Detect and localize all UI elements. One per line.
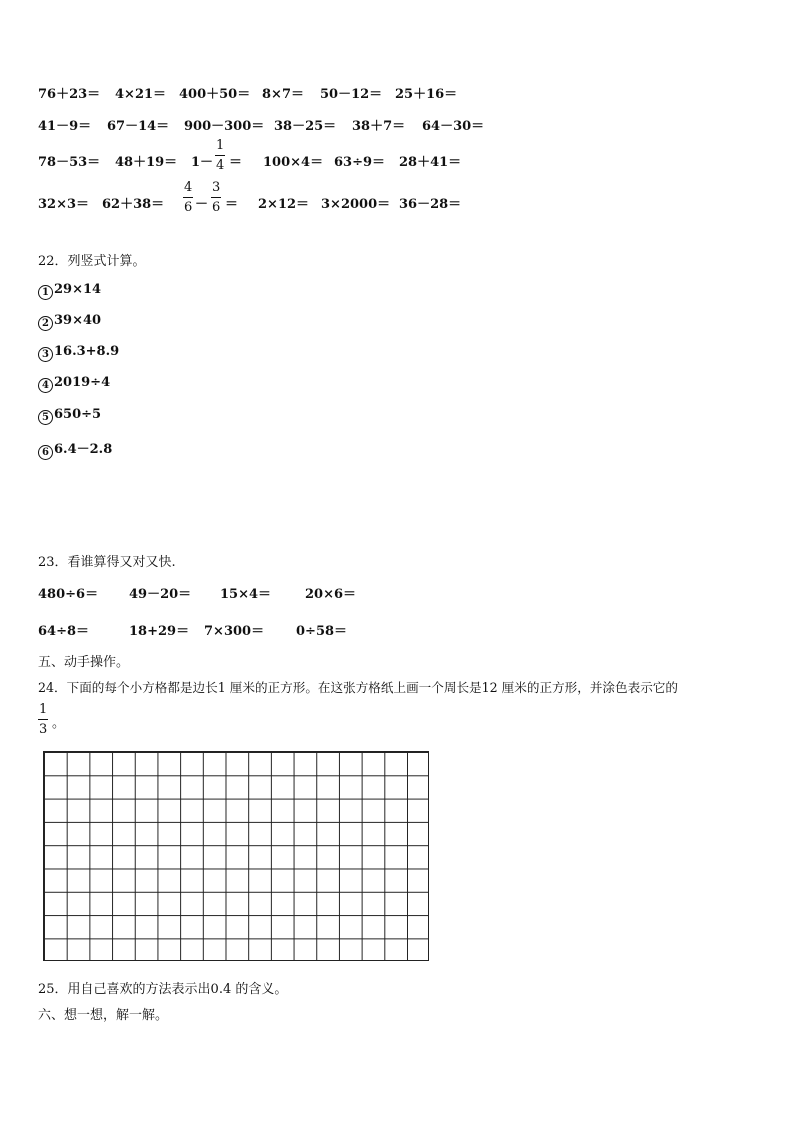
- calc-item: 48＋19＝: [115, 155, 178, 170]
- fraction-numerator: 4: [183, 181, 193, 198]
- fraction-denominator: 6: [212, 200, 221, 215]
- calc-item: 36－28＝: [399, 197, 462, 212]
- circled-number: 2: [38, 316, 53, 331]
- section-5-heading: 五、动手操作。: [38, 655, 130, 670]
- q22-expr: 29×14: [54, 282, 102, 297]
- q25-text: 25．用自己喜欢的方法表示出0.4 的含义。: [38, 982, 288, 997]
- calc-item: 32×3＝: [38, 197, 90, 212]
- calc-item: 67－14＝: [107, 119, 170, 134]
- q22-item-5: [38, 407, 101, 425]
- calc-item: 480÷6＝: [38, 587, 99, 602]
- calc-item: 76＋23＝: [38, 87, 101, 102]
- fraction: [211, 181, 221, 214]
- calc-item: 400＋50＝: [179, 87, 251, 102]
- calc-item: 38＋7＝: [352, 119, 406, 134]
- calc-item: 78－53＝: [38, 155, 101, 170]
- square-grid-paper[interactable]: [43, 751, 429, 961]
- calc-item: 62＋38＝: [102, 197, 165, 212]
- calc-item: 64÷8＝: [38, 624, 90, 639]
- calc-item: 8×7＝: [262, 87, 304, 102]
- fraction: [215, 139, 225, 172]
- q22-expr: 16.3+8.9: [54, 344, 120, 359]
- calc-item: 0÷58＝: [296, 624, 348, 639]
- calc-item: 2×12＝: [258, 197, 310, 212]
- calc-item: 38－25＝: [274, 119, 337, 134]
- circled-number: 4: [38, 378, 53, 393]
- circled-number: 3: [38, 347, 53, 362]
- circled-number: 1: [38, 285, 53, 300]
- q22-item-2: [38, 313, 101, 331]
- circled-number: 5: [38, 410, 53, 425]
- q22-item-3: [38, 344, 119, 362]
- calc-item: 25＋16＝: [395, 87, 458, 102]
- calc-item: 28＋41＝: [399, 155, 462, 170]
- q22-item-1: [38, 282, 101, 300]
- calc-operator: －: [195, 197, 209, 212]
- calc-item: 64－30＝: [422, 119, 485, 134]
- q24-text: 24．下面的每个小方格都是边长1 厘米的正方形。在这张方格纸上画一个周长是12 厘米的正方形，并涂色表示它的: [38, 680, 678, 695]
- fraction-numerator: 1: [215, 139, 225, 156]
- q22-item-6: [38, 438, 112, 460]
- fraction: [183, 181, 193, 214]
- calc-item: 18+29＝: [129, 624, 190, 639]
- calc-item: 4×21＝: [115, 87, 167, 102]
- fraction-numerator: 1: [38, 703, 48, 720]
- fraction-denominator: 4: [216, 158, 225, 173]
- calc-item: 20×6＝: [305, 587, 357, 602]
- calc-item: 41－9＝: [38, 119, 92, 134]
- calc-item: 50－12＝: [320, 87, 383, 102]
- q22-title: 22．列竖式计算。: [38, 254, 146, 269]
- q22-expr: 650÷5: [54, 407, 102, 422]
- calc-item: 3×2000＝: [321, 197, 391, 212]
- calc-item: 63÷9＝: [334, 155, 386, 170]
- q22-expr: 2019÷4: [54, 375, 111, 390]
- fraction-denominator: 3: [39, 722, 48, 737]
- calc-equals: ＝: [229, 155, 243, 170]
- q22-expr: 39×40: [54, 313, 102, 328]
- q24-fraction: [38, 703, 48, 736]
- calc-item: 900－300＝: [184, 119, 265, 134]
- calc-item: 15×4＝: [220, 587, 272, 602]
- fraction-numerator: 3: [211, 181, 221, 198]
- calc-item: 100×4＝: [263, 155, 324, 170]
- q23-title: 23．看谁算得又对又快.: [38, 555, 176, 570]
- q24-suffix: 。: [52, 716, 66, 731]
- q22-item-4: [38, 375, 110, 393]
- fraction-denominator: 6: [184, 200, 193, 215]
- q22-expr: 6.4－2.8: [54, 442, 113, 457]
- calc-item: 7×300＝: [204, 624, 265, 639]
- calc-item: 49－20＝: [129, 587, 192, 602]
- circled-number: 6: [38, 445, 53, 460]
- calc-equals: ＝: [225, 197, 239, 212]
- calc-item: 1－: [191, 155, 214, 170]
- section-6-heading: 六、想一想，解一解。: [38, 1008, 169, 1023]
